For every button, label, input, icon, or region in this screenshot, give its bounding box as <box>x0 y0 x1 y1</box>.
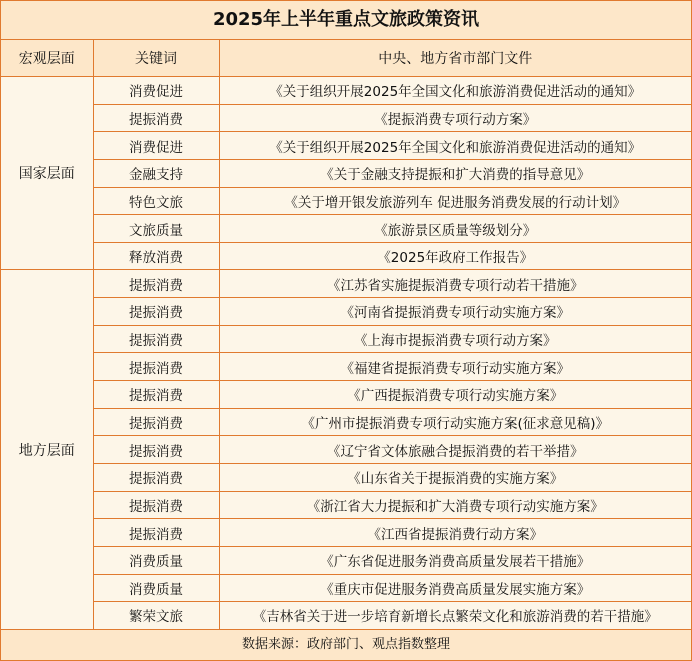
document-cell: 《广东省促进服务消费高质量发展若干措施》 <box>219 546 691 574</box>
source-footer: 数据来源：政府部门、观点指数整理 <box>1 629 691 660</box>
table-row <box>1 602 691 630</box>
table-row <box>1 187 691 215</box>
document-cell: 《广西提振消费专项行动实施方案》 <box>219 381 691 409</box>
level-cell: 国家层面 <box>1 77 93 270</box>
level-cell: 地方层面 <box>1 270 93 629</box>
table-row <box>1 298 691 326</box>
table-row <box>1 242 691 270</box>
header-level: 宏观层面 <box>1 40 93 77</box>
table-row <box>1 546 691 574</box>
document-cell: 《山东省关于提振消费的实施方案》 <box>219 463 691 491</box>
keyword-cell: 提振消费 <box>93 381 219 409</box>
table-row <box>1 574 691 602</box>
document-cell: 《江西省提振消费行动方案》 <box>219 519 691 547</box>
table-row <box>1 270 691 298</box>
document-cell: 《关于金融支持提振和扩大消费的指导意见》 <box>219 159 691 187</box>
document-cell: 《上海市提振消费专项行动方案》 <box>219 325 691 353</box>
document-cell: 《广州市提振消费专项行动实施方案(征求意见稿)》 <box>219 408 691 436</box>
keyword-cell: 消费促进 <box>93 77 219 105</box>
table-title: 2025年上半年重点文旅政策资讯 <box>1 1 691 40</box>
table-row <box>1 132 691 160</box>
table-row <box>1 353 691 381</box>
keyword-cell: 繁荣文旅 <box>93 602 219 630</box>
document-cell: 《关于增开银发旅游列车 促进服务消费发展的行动计划》 <box>219 187 691 215</box>
keyword-cell: 提振消费 <box>93 408 219 436</box>
keyword-cell: 提振消费 <box>93 104 219 132</box>
document-cell: 《吉林省关于进一步培育新增长点繁荣文化和旅游消费的若干措施》 <box>219 602 691 630</box>
header-keyword: 关键词 <box>93 40 219 77</box>
document-cell: 《浙江省大力提振和扩大消费专项行动实施方案》 <box>219 491 691 519</box>
table-row <box>1 463 691 491</box>
keyword-cell: 金融支持 <box>93 159 219 187</box>
table-row <box>1 408 691 436</box>
keyword-cell: 特色文旅 <box>93 187 219 215</box>
table-row <box>1 77 691 105</box>
document-cell: 《2025年政府工作报告》 <box>219 242 691 270</box>
keyword-cell: 提振消费 <box>93 491 219 519</box>
keyword-cell: 提振消费 <box>93 353 219 381</box>
keyword-cell: 消费促进 <box>93 132 219 160</box>
document-cell: 《重庆市促进服务消费高质量发展实施方案》 <box>219 574 691 602</box>
policy-table <box>1 40 691 630</box>
keyword-cell: 消费质量 <box>93 574 219 602</box>
document-cell: 《河南省提振消费专项行动实施方案》 <box>219 298 691 326</box>
keyword-cell: 提振消费 <box>93 298 219 326</box>
document-cell: 《辽宁省文体旅融合提振消费的若干举措》 <box>219 436 691 464</box>
document-cell: 《旅游景区质量等级划分》 <box>219 215 691 243</box>
keyword-cell: 提振消费 <box>93 270 219 298</box>
table-row <box>1 215 691 243</box>
document-cell: 《提振消费专项行动方案》 <box>219 104 691 132</box>
keyword-cell: 提振消费 <box>93 519 219 547</box>
keyword-cell: 消费质量 <box>93 546 219 574</box>
table-row <box>1 159 691 187</box>
document-cell: 《江苏省实施提振消费专项行动若干措施》 <box>219 270 691 298</box>
table-row <box>1 325 691 353</box>
table-body <box>1 77 691 630</box>
header-row <box>1 40 691 77</box>
header-document: 中央、地方省市部门文件 <box>219 40 691 77</box>
document-cell: 《关于组织开展2025年全国文化和旅游消费促进活动的通知》 <box>219 77 691 105</box>
table-row <box>1 104 691 132</box>
keyword-cell: 提振消费 <box>93 463 219 491</box>
table-row <box>1 491 691 519</box>
table-row <box>1 519 691 547</box>
keyword-cell: 文旅质量 <box>93 215 219 243</box>
keyword-cell: 提振消费 <box>93 325 219 353</box>
document-cell: 《福建省提振消费专项行动实施方案》 <box>219 353 691 381</box>
keyword-cell: 释放消费 <box>93 242 219 270</box>
document-cell: 《关于组织开展2025年全国文化和旅游消费促进活动的通知》 <box>219 132 691 160</box>
table-row <box>1 381 691 409</box>
keyword-cell: 提振消费 <box>93 436 219 464</box>
table-row <box>1 436 691 464</box>
